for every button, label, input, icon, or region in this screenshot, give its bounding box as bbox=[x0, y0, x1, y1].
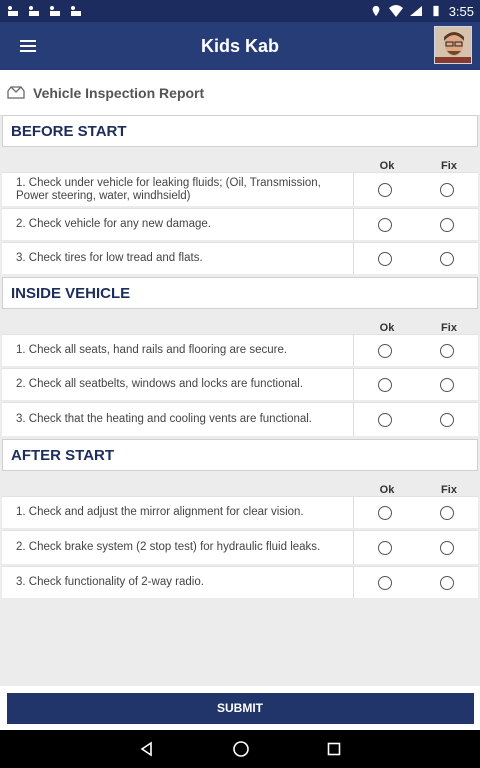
ok-radio[interactable] bbox=[378, 378, 392, 392]
checklist-item-text: 3. Check functionality of 2-way radio. bbox=[2, 567, 354, 598]
checklist-item-text: 1. Check all seats, hand rails and flooring are secure. bbox=[2, 335, 354, 366]
section-title: AFTER START bbox=[2, 439, 478, 471]
checklist-row bbox=[2, 566, 478, 598]
fix-header: Fix bbox=[441, 484, 457, 496]
home-icon[interactable] bbox=[232, 740, 250, 758]
section-title: INSIDE VEHICLE bbox=[2, 277, 478, 309]
ok-radio[interactable] bbox=[378, 183, 392, 197]
submit-button[interactable]: SUBMIT bbox=[7, 693, 474, 724]
checklist-row bbox=[2, 334, 478, 366]
checklist-item-text: 1. Check under vehicle for leaking fluids; (Oil, Transmission, Power steering, water, windhsield) bbox=[2, 173, 354, 206]
app-bar bbox=[0, 22, 480, 70]
app-title: Kids Kab bbox=[200, 35, 279, 56]
back-icon[interactable] bbox=[139, 741, 155, 757]
checklist-item-text: 2. Check all seatbelts, windows and locks are functional. bbox=[2, 369, 354, 400]
car-icon bbox=[6, 85, 26, 101]
signal-icon bbox=[409, 5, 423, 17]
section-before-start bbox=[0, 115, 480, 274]
checklist-item-text: 2. Check vehicle for any new damage. bbox=[2, 209, 354, 240]
checklist-row bbox=[2, 530, 478, 564]
fix-radio[interactable] bbox=[440, 506, 454, 520]
checklist-row bbox=[2, 368, 478, 400]
profile-photo-icon bbox=[435, 27, 472, 64]
checklist-item-text: 3. Check tires for low tread and flats. bbox=[2, 243, 354, 274]
ok-header: Ok bbox=[379, 322, 395, 334]
fix-radio[interactable] bbox=[440, 344, 454, 358]
fix-header: Fix bbox=[441, 160, 457, 172]
checklist-item-text: 2. Check brake system (2 stop test) for hydraulic fluid leaks. bbox=[2, 531, 354, 564]
fix-radio[interactable] bbox=[440, 413, 454, 427]
report-title: Vehicle Inspection Report bbox=[33, 84, 205, 101]
ok-radio[interactable] bbox=[378, 413, 392, 427]
fix-header: Fix bbox=[441, 322, 457, 334]
fix-radio[interactable] bbox=[440, 378, 454, 392]
column-headers bbox=[0, 314, 480, 334]
battery-icon bbox=[429, 5, 443, 17]
notification-icon bbox=[69, 5, 83, 17]
status-time: 3:55 bbox=[448, 3, 474, 19]
checklist-row bbox=[2, 208, 478, 240]
footer-bar bbox=[0, 686, 480, 730]
hamburger-icon bbox=[20, 40, 36, 52]
ok-radio[interactable] bbox=[378, 344, 392, 358]
section-title: BEFORE START bbox=[2, 115, 478, 147]
status-bar bbox=[0, 0, 480, 22]
fix-radio[interactable] bbox=[440, 183, 454, 197]
column-headers bbox=[0, 152, 480, 172]
section-after-start bbox=[0, 439, 480, 598]
ok-radio[interactable] bbox=[378, 218, 392, 232]
system-nav-bar bbox=[0, 730, 480, 768]
checklist-row bbox=[2, 242, 478, 274]
ok-header: Ok bbox=[379, 484, 395, 496]
fix-radio[interactable] bbox=[440, 576, 454, 590]
section-inside-vehicle bbox=[0, 277, 480, 436]
menu-button[interactable] bbox=[0, 22, 56, 70]
checklist-item-text: 1. Check and adjust the mirror alignment for clear vision. bbox=[2, 497, 354, 528]
notification-icon bbox=[27, 5, 41, 17]
fix-radio[interactable] bbox=[440, 541, 454, 555]
ok-radio[interactable] bbox=[378, 506, 392, 520]
ok-radio[interactable] bbox=[378, 252, 392, 266]
ok-header: Ok bbox=[379, 160, 395, 172]
checklist-item-text: 3. Check that the heating and cooling vents are functional. bbox=[2, 403, 354, 436]
recents-icon[interactable] bbox=[327, 742, 341, 756]
fix-radio[interactable] bbox=[440, 252, 454, 266]
wifi-icon bbox=[389, 5, 403, 17]
column-headers bbox=[0, 476, 480, 496]
report-header bbox=[0, 70, 480, 116]
notification-icon bbox=[48, 5, 62, 17]
ok-radio[interactable] bbox=[378, 576, 392, 590]
avatar[interactable] bbox=[434, 26, 472, 64]
ok-radio[interactable] bbox=[378, 541, 392, 555]
notification-icon bbox=[6, 5, 20, 17]
checklist-row bbox=[2, 496, 478, 528]
location-icon bbox=[369, 5, 383, 17]
checklist-row bbox=[2, 402, 478, 436]
inspection-content[interactable] bbox=[0, 70, 480, 688]
checklist-row bbox=[2, 172, 478, 206]
fix-radio[interactable] bbox=[440, 218, 454, 232]
